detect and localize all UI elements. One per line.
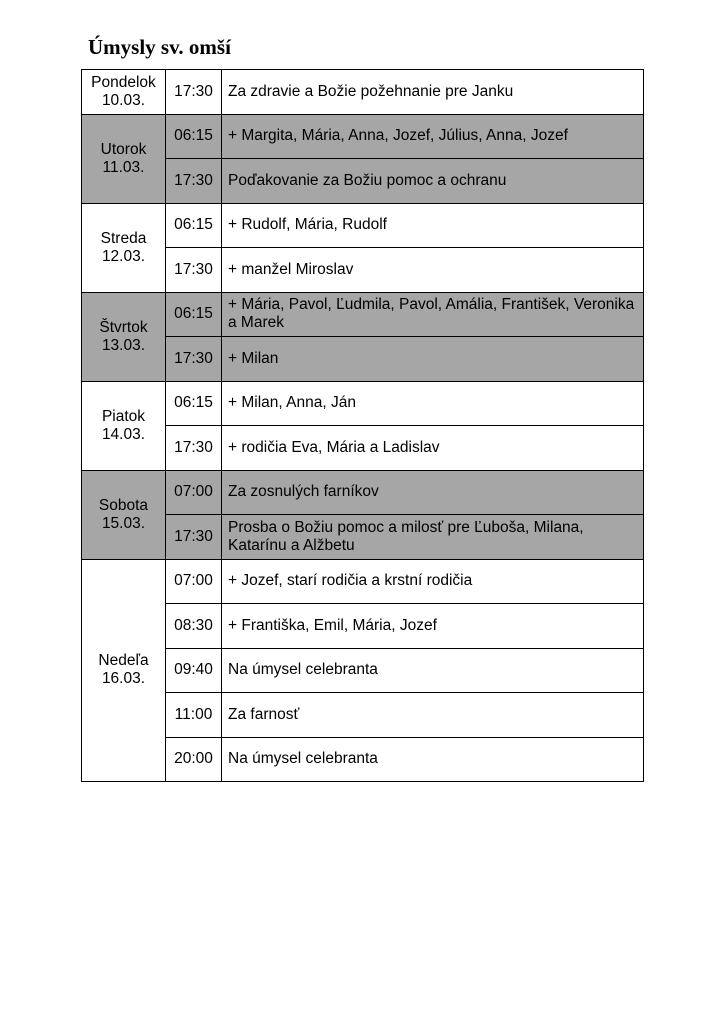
mass-time: 07:00 — [166, 559, 222, 604]
mass-intentions-table-body — [82, 70, 644, 782]
mass-intentions-table — [81, 69, 644, 782]
mass-intention: Za zdravie a Božie požehnanie pre Janku — [222, 70, 644, 115]
mass-intention: Za farnosť — [222, 693, 644, 738]
day-cell — [82, 559, 166, 782]
mass-intention: Na úmysel celebranta — [222, 737, 644, 782]
mass-time: 06:15 — [166, 203, 222, 248]
mass-time: 06:15 — [166, 114, 222, 159]
mass-time: 17:30 — [166, 426, 222, 471]
table-row — [82, 604, 644, 649]
mass-intention: + Rudolf, Mária, Rudolf — [222, 203, 644, 248]
mass-time: 17:30 — [166, 515, 222, 560]
table-row — [82, 203, 644, 248]
day-name: Sobota — [98, 496, 149, 514]
day-date: 13.03. — [101, 336, 146, 354]
day-name: Nedeľa — [98, 652, 149, 670]
table-row — [82, 337, 644, 382]
table-row — [82, 737, 644, 782]
day-date: 12.03. — [101, 247, 146, 265]
mass-intention: + Milan, Anna, Ján — [222, 381, 644, 426]
day-cell — [82, 70, 166, 115]
mass-time: 17:30 — [166, 248, 222, 293]
mass-time: 17:30 — [166, 70, 222, 115]
table-row — [82, 559, 644, 604]
mass-intention: + Františka, Emil, Mária, Jozef — [222, 604, 644, 649]
day-cell — [82, 203, 166, 292]
mass-intention: + rodičia Eva, Mária a Ladislav — [222, 426, 644, 471]
mass-time: 06:15 — [166, 292, 222, 337]
table-row — [82, 693, 644, 738]
mass-time: 07:00 — [166, 470, 222, 515]
mass-time: 17:30 — [166, 159, 222, 204]
mass-time: 17:30 — [166, 337, 222, 382]
day-date: 14.03. — [101, 425, 146, 443]
day-name: Utorok — [100, 140, 147, 158]
mass-intention: + manžel Miroslav — [222, 248, 644, 293]
day-cell — [82, 114, 166, 203]
page-title: Úmysly sv. omší — [88, 35, 231, 59]
day-date: 11.03. — [102, 158, 145, 176]
mass-intention: Za zosnulých farníkov — [222, 470, 644, 515]
table-row — [82, 648, 644, 693]
mass-time: 08:30 — [166, 604, 222, 649]
table-row — [82, 381, 644, 426]
mass-time: 09:40 — [166, 648, 222, 693]
mass-intention: + Milan — [222, 337, 644, 382]
table-row — [82, 292, 644, 337]
day-cell — [82, 470, 166, 559]
table-row — [82, 248, 644, 293]
mass-time: 11:00 — [166, 693, 222, 738]
mass-intention: + Mária, Pavol, Ľudmila, Pavol, Amália, František, Veronika a Marek — [222, 292, 644, 337]
day-name: Piatok — [101, 407, 146, 425]
table-row — [82, 470, 644, 515]
mass-intention: Poďakovanie za Božiu pomoc a ochranu — [222, 159, 644, 204]
day-date: 16.03. — [101, 670, 146, 688]
day-name: Streda — [100, 229, 147, 247]
table-row — [82, 70, 644, 115]
day-name: Pondelok — [91, 73, 156, 91]
day-date: 10.03. — [101, 91, 146, 109]
day-name: Štvrtok — [99, 318, 148, 336]
mass-time: 06:15 — [166, 381, 222, 426]
table-row — [82, 426, 644, 471]
mass-intention: Na úmysel celebranta — [222, 648, 644, 693]
table-row — [82, 515, 644, 560]
mass-intention: Prosba o Božiu pomoc a milosť pre Ľuboša, Milana, Katarínu a Alžbetu — [222, 515, 644, 560]
table-row — [82, 159, 644, 204]
day-cell — [82, 292, 166, 381]
day-cell — [82, 381, 166, 470]
day-date: 15.03. — [101, 514, 146, 532]
mass-time: 20:00 — [166, 737, 222, 782]
mass-intention: + Jozef, starí rodičia a krstní rodičia — [222, 559, 644, 604]
mass-intention: + Margita, Mária, Anna, Jozef, Július, Anna, Jozef — [222, 114, 644, 159]
table-row — [82, 114, 644, 159]
